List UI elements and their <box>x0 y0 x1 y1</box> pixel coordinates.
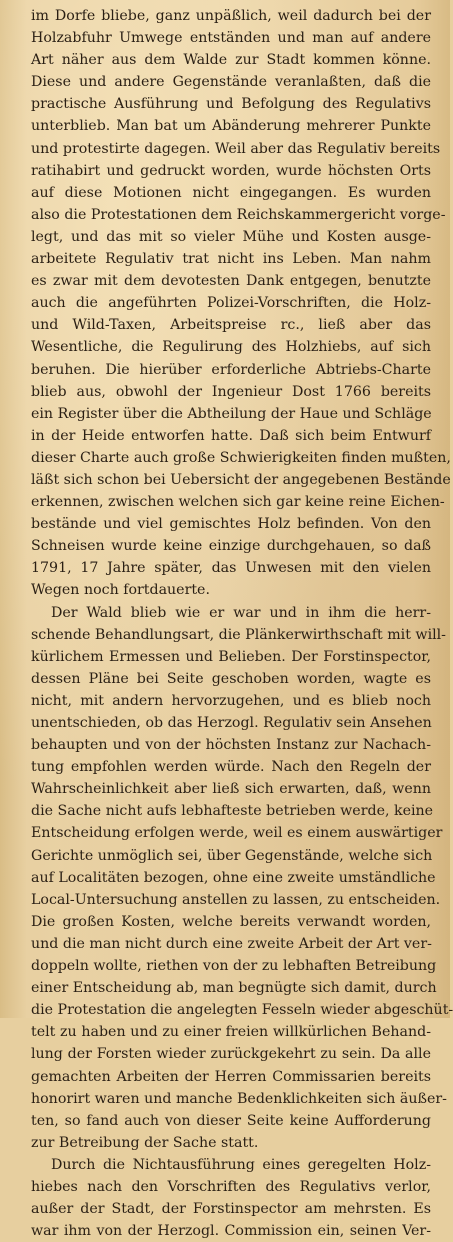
text-line: auf Localitäten bezogen, ohne eine zweite umständliche <box>31 869 436 886</box>
text-line: Diese und andere Gegenstände veranlaßten, daß die <box>31 74 431 91</box>
text-line: zur Betreibung der Sache statt. <box>31 1134 259 1151</box>
page-text <box>31 5 453 1242</box>
text-line: im Dorfe bliebe, ganz unpäßlich, weil dadurch bei der <box>31 8 431 24</box>
text-line: und protestirte dagegen. Weil aber das Regulativ bereits <box>31 140 441 157</box>
text-line: Entscheidung erfolgen werde, weil es einem auswärtiger <box>31 825 443 842</box>
text-line: ten, so fand auch von dieser Seite keine Aufforderung <box>31 1112 431 1129</box>
text-line: schende Behandlungsart, die Plänkerwirthschaft mit will- <box>31 626 446 643</box>
text-line: außer der Stadt, der Forstinspector am mehrsten. Es <box>31 1201 431 1218</box>
text-line: 1791, 17 Jahre später, das Unwesen mit den vielen <box>31 560 431 577</box>
text-line: Wegen noch fortdauerte. <box>31 582 210 599</box>
text-line: lung der Forsten wieder zurückgekehrt zu sein. Da alle <box>31 1046 431 1063</box>
text-line: beruhen. Die hierüber erforderliche Abtriebs-Charte <box>31 361 431 378</box>
text-line: practische Ausführung und Befolgung des Regulativs <box>31 96 431 113</box>
text-line: nicht, mit andern hervorzugehen, und es blieb noch <box>31 692 431 709</box>
text-line: bestände und viel gemischtes Holz befinden. Von den <box>31 516 431 533</box>
text-line: Gerichte unmöglich sei, über Gegenstände, welche sich <box>31 847 433 864</box>
text-line: Wesentliche, die Regulirung des Holzhiebs, auf sich <box>31 339 431 356</box>
text-line: legt, und das mit so vieler Mühe und Kosten ausge- <box>31 228 431 245</box>
text-line: dessen Pläne bei Seite geschoben worden, wagte es <box>31 670 431 687</box>
text-line: blieb aus, obwohl der Ingenieur Dost 1766 bereits <box>31 383 431 400</box>
text-line: Local-Untersuchung anstellen zu lassen, zu entscheiden. <box>31 891 441 908</box>
text-line: in der Heide entworfen hatte. Daß sich beim Entwurf <box>31 427 431 444</box>
text-line: auch die angeführten Polizei-Vorschriften, die Holz- <box>31 295 431 312</box>
text-line: telt zu haben und zu einer freien willkürlichen Behand- <box>31 1024 431 1041</box>
text-line: Durch die Nichtausführung eines geregelten Holz- <box>51 1156 431 1173</box>
text-line: und Wild-Taxen, Arbeitspreise rc., ließ aber das <box>31 317 431 334</box>
text-line: war ihm von der Herzogl. Commission ein, seinen Ver- <box>31 1223 431 1240</box>
text-line: arbeitete Regulativ trat nicht ins Leben. Man nahm <box>31 251 431 268</box>
text-line: ratihabirt und gedruckt worden, wurde höchsten Orts <box>31 162 431 179</box>
text-line: kürlichem Ermessen und Belieben. Der Forstinspector, <box>31 648 431 665</box>
text-line: hiebes nach den Vorschriften des Regulativs verlor, <box>31 1178 431 1195</box>
text-line: Holzabfuhr Umwege entständen und man auf andere <box>31 30 431 47</box>
text-line: die Sache nicht aufs lebhafteste betrieben werde, keine <box>31 803 434 820</box>
text-line: honorirt waren und manche Bedenklichkeiten sich äußer- <box>31 1090 447 1107</box>
text-line: Der Wald blieb wie er war und in ihm die herr- <box>51 604 431 621</box>
text-line: unentschieden, ob das Herzogl. Regulativ sein Ansehen <box>31 715 432 731</box>
text-line: tung empfohlen werden würde. Nach den Regeln der <box>31 759 431 776</box>
text-line: Schneisen wurde keine einzige durchgehauen, so daß <box>31 538 431 555</box>
text-line: einer Entscheidung ab, man begnügte sich damit, durch <box>31 980 437 997</box>
text-line: gemachten Arbeiten der Herren Commissarien bereits <box>31 1068 431 1085</box>
text-line: die Protestation die angelegten Fesseln wieder abgeschüt- <box>31 1002 453 1019</box>
text-line: und die man nicht durch eine zweite Arbeit der Art ver- <box>31 935 432 952</box>
text-line: auf diese Motionen nicht eingegangen. Es wurden <box>31 184 431 201</box>
text-line: behaupten und von der höchsten Instanz zur Nachach- <box>31 737 431 754</box>
text-line: Art näher aus dem Walde zur Stadt kommen könne. <box>31 52 431 69</box>
text-line: doppeln wollte, riethen von der zu lebhaften Betreibung <box>31 958 437 975</box>
text-line: also die Protestationen dem Reichskammergericht vorge- <box>31 206 446 223</box>
text-line: Die großen Kosten, welche bereits verwandt worden, <box>31 913 431 930</box>
text-line: läßt sich schon bei Uebersicht der angegebenen Bestände <box>31 471 451 488</box>
text-line: unterblieb. Man bat um Abänderung mehrerer Punkte <box>31 118 431 135</box>
text-line: Wahrscheinlichkeit aber ließ sich erwarten, daß, wenn <box>31 781 431 798</box>
text-line: es zwar mit dem devotesten Dank entgegen, benutzte <box>31 273 431 290</box>
text-line: dieser Charte auch große Schwierigkeiten finden mußten, <box>31 449 451 466</box>
text-line: erkennen, zwischen welchen sich gar keine reine Eichen- <box>31 494 445 511</box>
text-line: ein Register über die Abtheilung der Haue und Schläge <box>31 405 432 422</box>
